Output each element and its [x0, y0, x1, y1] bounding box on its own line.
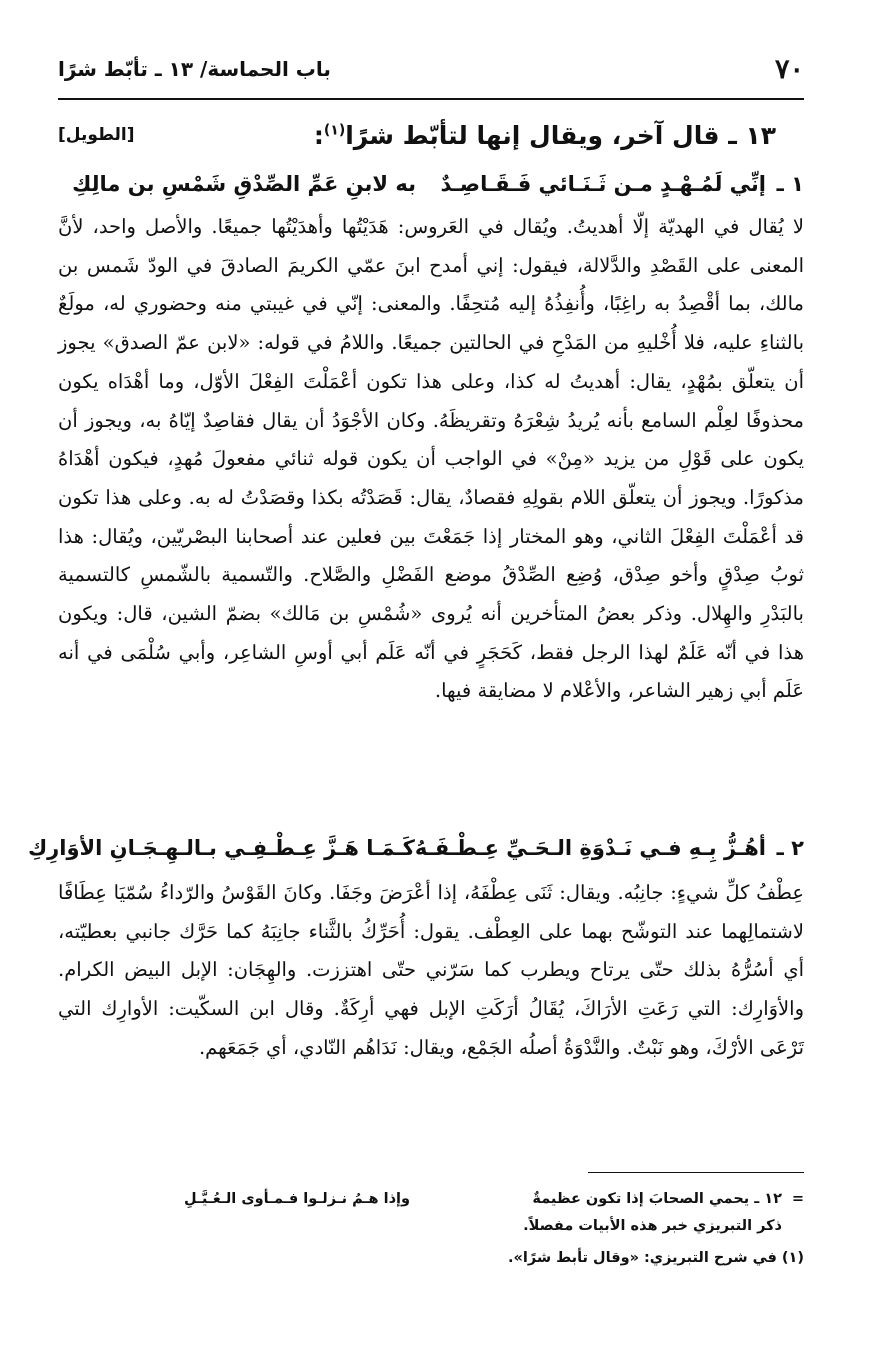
- section-heading: باب الحماسة/ ١٣ ـ تأبّط شرًا: [58, 57, 331, 81]
- footnote-hemistich-1: ١٢ ـ يحمي الصحابَ إذا تكون عظيمةٌ: [532, 1191, 782, 1207]
- running-head: [58, 40, 804, 100]
- verse-hemistich-1: إنِّي لَمُـهْـدٍ مـن ثَـنَـائي فَـقَـاصِـدٌ: [440, 172, 766, 196]
- verse-hemistich-2: كَـمَـا هَـزَّ عِـطْـفِـي بـالـهِـجَـانِ الأوَارِكِ: [27, 836, 415, 860]
- verse-number: ٢ ـ: [776, 836, 804, 860]
- commentary-paragraph-2: عِطْفُ كلِّ شيءٍ: جانِبُه. ويقال: ثَنَى عِطْفَهُ، إذا أعْرَضَ وجَفَا. وكانَ القَوْسُ والرّداءُ سُمّيَا عِطَافًا لاشتمالِهما عند التوشّح بهما على العِطْف. يقول: أُحَرِّكُ بالثَّناء جانِبَهُ كما حَرَّك جانبي بعطيّته، أي أسُرُّهُ بذلك حتّى يرتاح ويطرب كما سَرّني حتّى اهتززت. والهِجَان: الإبل البيض الكرام. والأوَارِك: التي رَعَتِ الأرَاكَ، يُقَالُ أرَكَتِ الإبل فهي أرِكَةٌ. وقال ابن السكّيت: الأوارِك التي تَرْعَى الأرْكَ، وهو نَبْتٌ. والنَّدْوَةُ أصلُه الجَمْع، ويقال: نَدَاهُم النّادي، أي جَمَعَهم.: [58, 881, 804, 1059]
- poem-title-colon: :: [313, 120, 324, 150]
- footnote-hemistich-2: وإذا هـمُ نـزلـوا فـمـأوى الـعُـيَّـلِ: [183, 1191, 410, 1207]
- footnote-ref-1: (١): [323, 122, 346, 139]
- footnote-1: (١) في شرح التبريزي: «وقال تأبط شرًا».: [507, 1250, 804, 1266]
- footnote-verse: [58, 1186, 804, 1212]
- verse-hemistich-2: به لابنِ عَمِّ الصِّدْقِ شَمْسِ بن مالِكِ: [72, 172, 416, 196]
- footnote-separator: [588, 1172, 804, 1173]
- poem-title: [314, 121, 804, 150]
- meter-label: [الطويل]: [58, 125, 135, 145]
- verse-hemistich-1: أهُـزُّ بِـهِ فـي نَـدْوَةِ الـحَـيِّ عِـطْـفَـهُ: [414, 836, 766, 860]
- verse-1: [58, 162, 804, 206]
- page-number: ٧٠: [774, 53, 804, 84]
- poem-title-row: [58, 110, 804, 160]
- poem-title-text: ١٣ ـ قال آخر، ويقال إنها لتأبّط شرًا: [345, 120, 776, 150]
- footnote-note-line: ذكر التبريزي خبر هذه الأبيات مفصلاً.: [523, 1218, 782, 1234]
- verse-2: [27, 826, 804, 870]
- commentary-paragraph-1: لا يُقال في الهديّة إلّا أهديتُ. ويُقال في العَروس: هَدَيْتُها وأهدَيْتُها جميعًا. والأصل واحد، لأنَّ المعنى على القَصْدِ والدَّلالة، فيقول: إني أمدح ابنَ عمّي الكريمَ الصادقَ في الودّ شَمس بن مالك، بما أقْصِدُ به راغِبًا، وأُنفِذُهُ إليه مُتحِفًا. والمعنى: إنّي في غيبتي منه وحضوري له، مولَعٌ بالثناءِ عليه، فلا أُخْليهِ من المَدْحِ في الحالتين جميعًا. واللامُ في قوله: «لابن عمّ الصدق» يجوز أن يتعلّق بمُهْدٍ، يقال: أهديتُ له كذا، وعلى هذا تكون أعْمَلْتَ الفِعْلَ الأوّل، وما أهْدَاه يكون محذوفًا لعِلْم السامع بأنه يُريدُ شِعْرَهُ وتقريظَهُ. وكان الأجْوَدُ أن يقال فقاصِدٌ إيّاهُ به، ويجوز أن يكون على قَوْلِ من يزيد «مِنْ» في الواجب أن يكون قوله ثنائي مفعولَ مُهدٍ، فيكون أهْدَاهُ مذكورًا. ويجوز أن يتعلّق اللام بقولِهِ فقصادٌ، يقال: قَصَدْتُه بكذا وقصَدْتُ له به. وعلى هذا تكون قد أعْمَلْتَ الفِعْلَ الثاني، وهو المختار إذا جَمَعْتَ بين فعلين عند أصحابنا البصْريّين، ويُقال: هذا ثوبُ صِدْقٍ وأخو صِدْق، وُضِع الصِّدْقُ موضع الفَضْلِ والصَّلاح. والتّسمية بالشّمسِ كالتسمية بالبَدْرِ والهِلال. وذكر بعضُ المتأخرين أنه يُروى «شُمْسِ بن مَالك» بضمّ الشين، قال: ويكون هذا في أنّه عَلَمٌ لهذا الرجل فقط، كَحَجَرٍ في أنّه عَلَم أبي أوسِ الشاعِر، وأبي سُلْمَى في أنه عَلَم أبي زهير الشاعر، والأعْلام لا مضايقة فيها.: [58, 215, 804, 703]
- continuation-mark: =: [791, 1191, 804, 1207]
- verse-number: ١ ـ: [776, 172, 804, 196]
